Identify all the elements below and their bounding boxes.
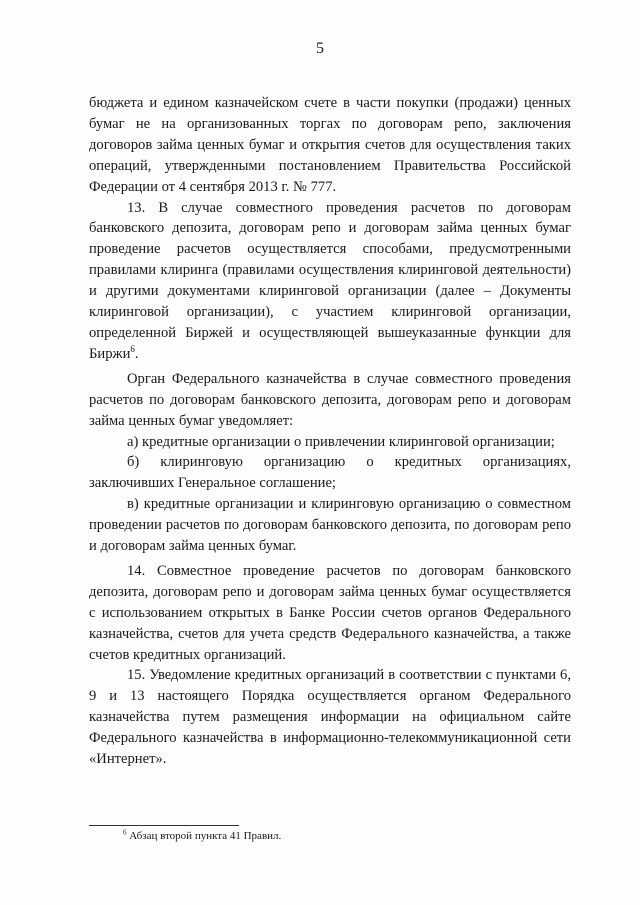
list-item-b: б) клиринговую организацию о кредитных организациях, заключивших Генеральное соглашение; [89,454,571,492]
paragraph-13-text: 13. В случае совместного проведения расчетов по договорам банковского депозита, договорам репо и договорам займа ценных бумаг проведение расчетов осуществляется способами, предусмотренными правилами клиринга (правилами осуществления клиринговой деятельности) и другими документами клиринговой организации (далее – Документы клиринговой организации), с участием клиринговой организации, определенной Биржей и осуществляющей вышеуказанные функции для Биржи [89,199,571,362]
paragraph-15: 15. Уведомление кредитных организаций в соответствии с пунктами 6, 9 и 13 настоящего Порядка осуществляется органом Федерального казначейства путем размещения информации на официальном сайте Федерального казначейства в информационно-телекоммуникационной сети «Интернет». [89,667,571,768]
footnote-mark: 6 [123,828,127,837]
footnote-divider [89,825,239,826]
footnote-ref: 6 [130,344,135,355]
paragraph-organ-notifies: Орган Федерального казначейства в случае совместного проведения расчетов по договорам банковского депозита, договорам репо и договорам займа ценных бумаг уведомляет: [89,370,571,429]
paragraph-13 [89,198,571,365]
page-body [89,93,571,770]
list-item-a: а) кредитные организации о привлечении клиринговой организации; [127,433,555,450]
page-number: 5 [316,40,324,57]
paragraph-continued: бюджета и едином казначейском счете в части покупки (продажи) ценных бумаг не на организованных торгах по договорам репо, заключения договоров займа ценных бумаг и открытия счетов для осуществления таких операций, утвержденными постановлением Правительства Российской Федерации от 4 сентября 2013 г. № 777. [89,95,571,195]
paragraph-14: 14. Совместное проведение расчетов по договорам банковского депозита, договорам репо и договорам займа ценных бумаг осуществляется с использованием открытых в Банке России счетов органов Федерального казначейства, счетов для учета средств Федерального казначейства, а также счетов кредитных организаций. [89,562,571,663]
list-item-c: в) кредитные организации и клиринговую организацию о совместном проведении расчетов по договорам банковского депозита, по договорам репо и договорам займа ценных бумаг. [89,496,571,555]
footnote [123,830,281,842]
footnote-text: Абзац второй пункта 41 Правил. [126,830,282,842]
paragraph-13-end: . [134,345,139,362]
